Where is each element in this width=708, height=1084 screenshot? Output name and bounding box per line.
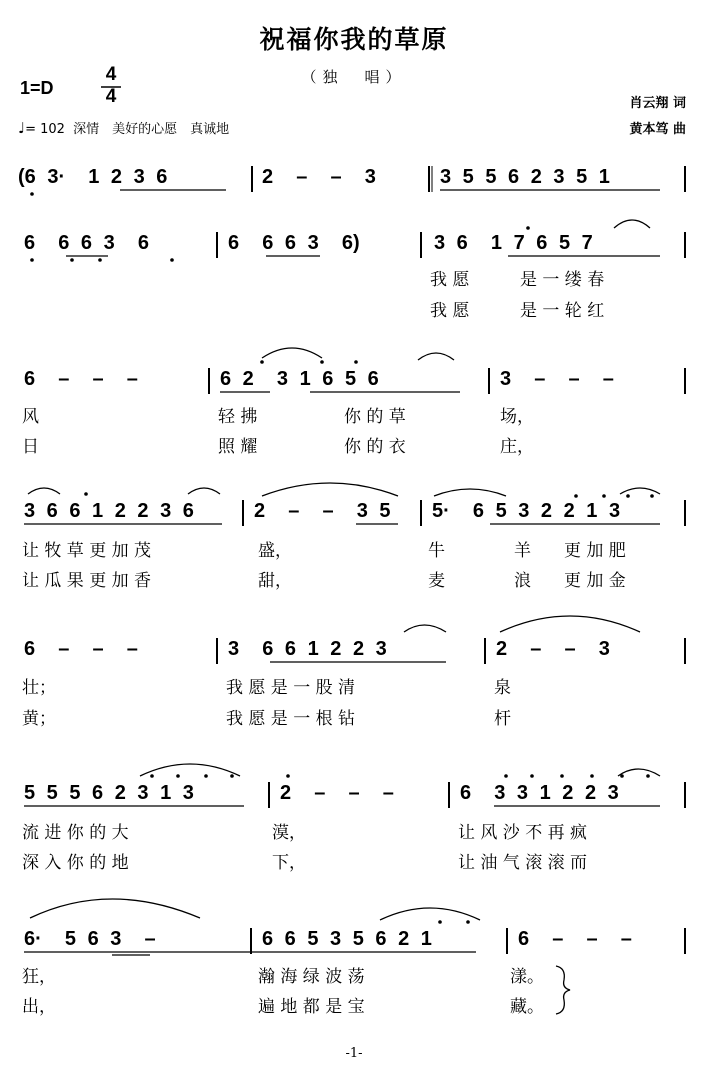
lyric: 场，	[500, 407, 534, 427]
lyric: 让 瓜 果 更 加 香	[22, 571, 152, 591]
composer-credit: 黄本笃 曲	[629, 122, 686, 137]
lyric: 出，	[22, 997, 56, 1017]
performance-note: （独 唱）	[301, 68, 407, 86]
tempo-value: = 102	[25, 122, 65, 137]
lyricist-credit: 肖云翔 词	[629, 96, 686, 111]
system-6-measure-1: 5 5 5 6 2 3 1 3	[24, 782, 194, 804]
system-1-measure-3: 3 5 5 6 2 3 5 1	[440, 166, 610, 188]
lyric: 更 加 肥	[564, 541, 626, 561]
system-4-measure-1: 3 6 6 1 2 2 3 6	[24, 500, 194, 522]
time-signature-top: 4	[105, 64, 117, 85]
lyric: 遍 地 都 是 宝	[258, 997, 365, 1017]
lyric: 狂，	[22, 967, 56, 987]
eighth-note-underlines	[24, 190, 660, 955]
lyric: 风	[22, 407, 39, 427]
system-3-measure-2: 6 2 3 1 6 5 6	[220, 368, 379, 390]
system-5-measure-3: 2 – – 3	[496, 638, 610, 660]
lyric: 牛	[428, 541, 445, 561]
lyric: 藏。	[510, 997, 544, 1017]
lyric: 麦	[428, 571, 445, 591]
lyric: 我 愿 是 一 股 清	[226, 678, 356, 698]
system-3-measure-1: 6 – – –	[24, 368, 138, 390]
system-7-measure-1: 6· 5 6 3 –	[24, 928, 156, 950]
system-1-measure-1: (6 3· 1 2 3 6	[18, 166, 168, 188]
quarter-note-icon: ♩	[18, 119, 26, 137]
page-number: -1-	[345, 1046, 363, 1061]
lyric: 你 的 衣	[344, 437, 406, 457]
expression-text: 深情 美好的心愿 真诚地	[73, 122, 230, 137]
system-1-measure-2: 2 – – 3	[262, 166, 376, 188]
lyric: 日	[22, 437, 39, 457]
lyric: 浪	[514, 571, 531, 591]
lyric: 我 愿	[430, 301, 470, 321]
lyric: 黄；	[22, 709, 56, 729]
lyric: 轻 拂	[218, 407, 258, 427]
lyric: 深 入 你 的 地	[22, 853, 129, 873]
lyric: 杆	[494, 709, 511, 729]
lyric: 泉	[494, 678, 511, 698]
lyric: 我 愿	[430, 270, 470, 290]
lyric: 更 加 金	[564, 571, 626, 591]
octave-dots	[30, 192, 654, 924]
system-6-measure-2: 2 – – –	[280, 782, 394, 804]
system-3-measure-3: 3 – – –	[500, 368, 614, 390]
lyric: 让 风 沙 不 再 疯	[458, 823, 588, 843]
system-4-measure-2: 2 – – 3 5	[254, 500, 391, 522]
system-2-measure-1: 6 6 6 3 6	[24, 232, 149, 254]
lyric: 瀚 海 绿 波 荡	[258, 967, 365, 987]
lyric: 漾。	[510, 967, 544, 987]
lyric: 壮；	[22, 678, 56, 698]
lyric: 是 一 缕 春	[520, 270, 605, 290]
lyric: 甜，	[258, 571, 292, 591]
system-5-measure-2: 3 6 6 1 2 2 3	[228, 638, 387, 660]
lyric: 让 牧 草 更 加 茂	[22, 541, 152, 561]
lyric: 漠，	[272, 823, 306, 843]
lyric: 你 的 草	[344, 407, 406, 427]
system-4-measure-3: 5· 6 5 3 2 2 1 3	[432, 500, 621, 522]
verse-brace	[556, 966, 570, 1014]
lyric: 让 油 气 滚 滚 而	[458, 853, 588, 873]
system-2-measure-2: 6 6 6 3 6)	[228, 232, 360, 254]
lyric: 盛，	[258, 541, 292, 561]
system-7-measure-3: 6 – – –	[518, 928, 632, 950]
song-title: 祝福你我的草原	[259, 25, 449, 54]
lyric: 庄，	[500, 437, 534, 457]
key-signature: 1=D	[20, 78, 54, 98]
system-5-measure-1: 6 – – –	[24, 638, 138, 660]
lyric: 流 进 你 的 大	[22, 823, 129, 843]
lyric: 羊	[514, 541, 531, 561]
system-6-measure-3: 6 3 3 1 2 2 3	[460, 782, 619, 804]
system-7-measure-2: 6 6 5 3 5 6 2 1	[262, 928, 432, 950]
system-2-measure-3: 3 6 1 7 6 5 7	[434, 232, 593, 254]
lyric: 照 耀	[218, 437, 258, 457]
lyric: 下，	[272, 853, 306, 873]
lyric: 我 愿 是 一 根 钻	[226, 709, 356, 729]
time-signature-bottom: 4	[105, 86, 117, 107]
lyric: 是 一 轮 红	[520, 301, 605, 321]
slurs	[28, 220, 660, 920]
